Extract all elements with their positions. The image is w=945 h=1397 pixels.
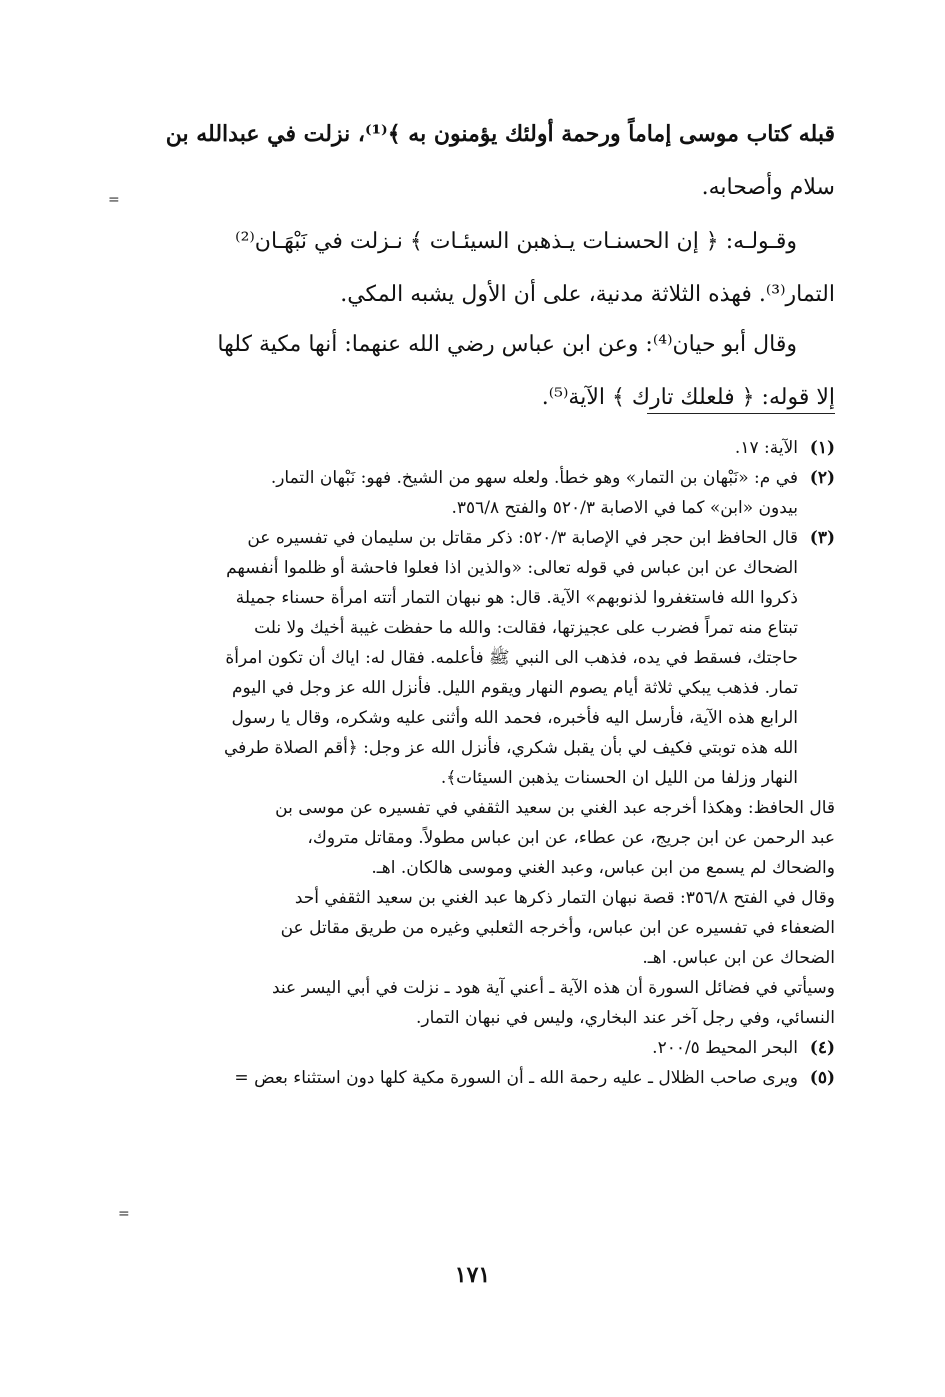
footnote-line: بيدون «ابن» كما في الاصابة ٥٢٠/٣ والفتح ٣٥٦/٨. (451, 498, 798, 518)
footnote-line: الضحاك عن ابن عباس. اهـ. (642, 948, 835, 968)
footnote-2 (112, 463, 835, 523)
footnote-line: الرابع هذه الآية، فأرسل اليه فأخبره، فحمد الله وأثنى عليه وشكره، وقال يا رسول (231, 708, 798, 728)
main-paragraph-2 (135, 215, 835, 321)
footnote-line: ويرى صاحب الظلال ـ عليه رحمة الله ـ أن السورة مكية كلها دون استثناء بعض = (234, 1068, 798, 1088)
footnote-5 (112, 1063, 835, 1093)
footnote-line: تمار. فذهب يبكي ثلاثة أيام يصوم النهار ويقوم الليل. فأنزل الله عز وجل في اليوم (231, 678, 798, 698)
footnote-line: الله هذه توبتي فكيف لي بأن يقبل شكري، فأنزل الله عز وجل: ﴿أقم الصلاة طرفي (223, 738, 798, 758)
footnote-3-continuation-a (112, 793, 835, 883)
footnote-number: (٤) (809, 1038, 835, 1058)
footnote-separator (647, 413, 835, 414)
main-paragraph-1 (135, 108, 835, 214)
footnote-line: تبتاع منه تمراً فضرب على عجيزتها، فقالت: والله ما حفظت غيبة أخيك ولا نلت (254, 618, 798, 638)
footnote-line: قال الحافظ: وهكذا أخرجه عبد الغني بن سعيد الثقفي في تفسيره عن موسى بن (275, 798, 835, 818)
footnote-4 (112, 1033, 835, 1063)
footnote-1 (112, 433, 835, 463)
footnotes (112, 433, 835, 1093)
footnote-number: (٣) (809, 528, 835, 548)
footnote-line: البحر المحيط ٢٠٠/٥. (652, 1038, 798, 1058)
footnote-line: ذكروا الله فاستغفروا لذنوبهم» الآية. قال: هو نبهان التمار أتته امرأة حسناء جميلة (235, 588, 798, 608)
footnote-line: النهار وزلفا من الليل ان الحسنات يذهبن السيئات﴾. (440, 768, 798, 788)
footnote-3-continuation-c (112, 973, 835, 1033)
footnote-number: (١) (809, 438, 835, 458)
footnote-line: الضحاك عن ابن عباس في قوله تعالى: «والذين اذا فعلوا فاحشة أو ظلموا أنفسهم (226, 558, 798, 578)
text-line: قبله كتاب موسى إماماً ورحمة أولئك يؤمنون به ﴾⁽¹⁾، نزلت في عبدالله بن (165, 121, 835, 147)
text-line: وقال أبو حيان⁽⁴⁾: وعن ابن عباس رضي الله عنهما: أنها مكية كلها (217, 332, 797, 357)
continuation-mark: = (108, 192, 120, 208)
footnote-line: الضعفاء في تفسيره عن ابن عباس، وأخرجه الثعلبي وغيره من طريق مقاتل عن (280, 918, 835, 938)
footnote-number: (٢) (809, 468, 835, 488)
footnote-number: (٥) (809, 1068, 835, 1088)
footnote-line: في م: «نَبْهان بن التمار» وهو خطأ. ولعله سهو من الشيخ. فهو: نَبْهان التمار. (270, 468, 798, 488)
footnote-line: الآية: ١٧. (734, 438, 798, 458)
footnote-3 (112, 523, 835, 793)
footnote-line: والضحاك لم يسمع من ابن عباس، وعبد الغني وموسى هالكان. اهـ. (371, 858, 835, 878)
footnote-line: عبد الرحمن عن ابن جريج، عن عطاء، عن ابن عباس مطولاً. ومقاتل متروك، (307, 828, 835, 848)
footnote-line: وسيأتي في فضائل السورة أن هذه الآية ـ أعني آية هود ـ نزلت في أبي اليسر عند (271, 978, 835, 998)
text-line: سلام وأصحابه. (701, 175, 835, 200)
continuation-mark: = (118, 1206, 130, 1222)
text-line: وقـولـه: ﴿ إن الحسنـات يـذهبن السيئـات ﴾ نـزلت في نَبْهَـان⁽²⁾ (235, 229, 797, 254)
footnote-3-continuation-b (112, 883, 835, 973)
text-line: إلا قوله: ﴿ فلعلك تارك ﴾ الآية⁽⁵⁾. (541, 385, 835, 410)
footnote-line: وقال في الفتح ٣٥٦/٨: قصة نبهان التمار ذكرها عبد الغني بن سعيد الثقفي أحد (294, 888, 835, 908)
main-paragraph-3 (135, 318, 835, 424)
footnote-line: النسائي، وفي رجل آخر عند البخاري، وليس في نبهان التمار. (416, 1008, 835, 1028)
page-number: ١٧١ (454, 1262, 491, 1288)
text-line: التمار⁽³⁾. فهذه الثلاثة مدنية، على أن الأول يشبه المكي. (340, 282, 835, 307)
footnote-line: قال الحافظ ابن حجر في الإصابة ٥٢٠/٣: ذكر مقاتل بن سليمان في تفسيره عن (247, 528, 798, 548)
footnote-line: حاجتك، فسقط في يده، فذهب الى النبي ﷺ فأعلمه. فقال له: اياك أن تكون امرأة (225, 648, 798, 668)
